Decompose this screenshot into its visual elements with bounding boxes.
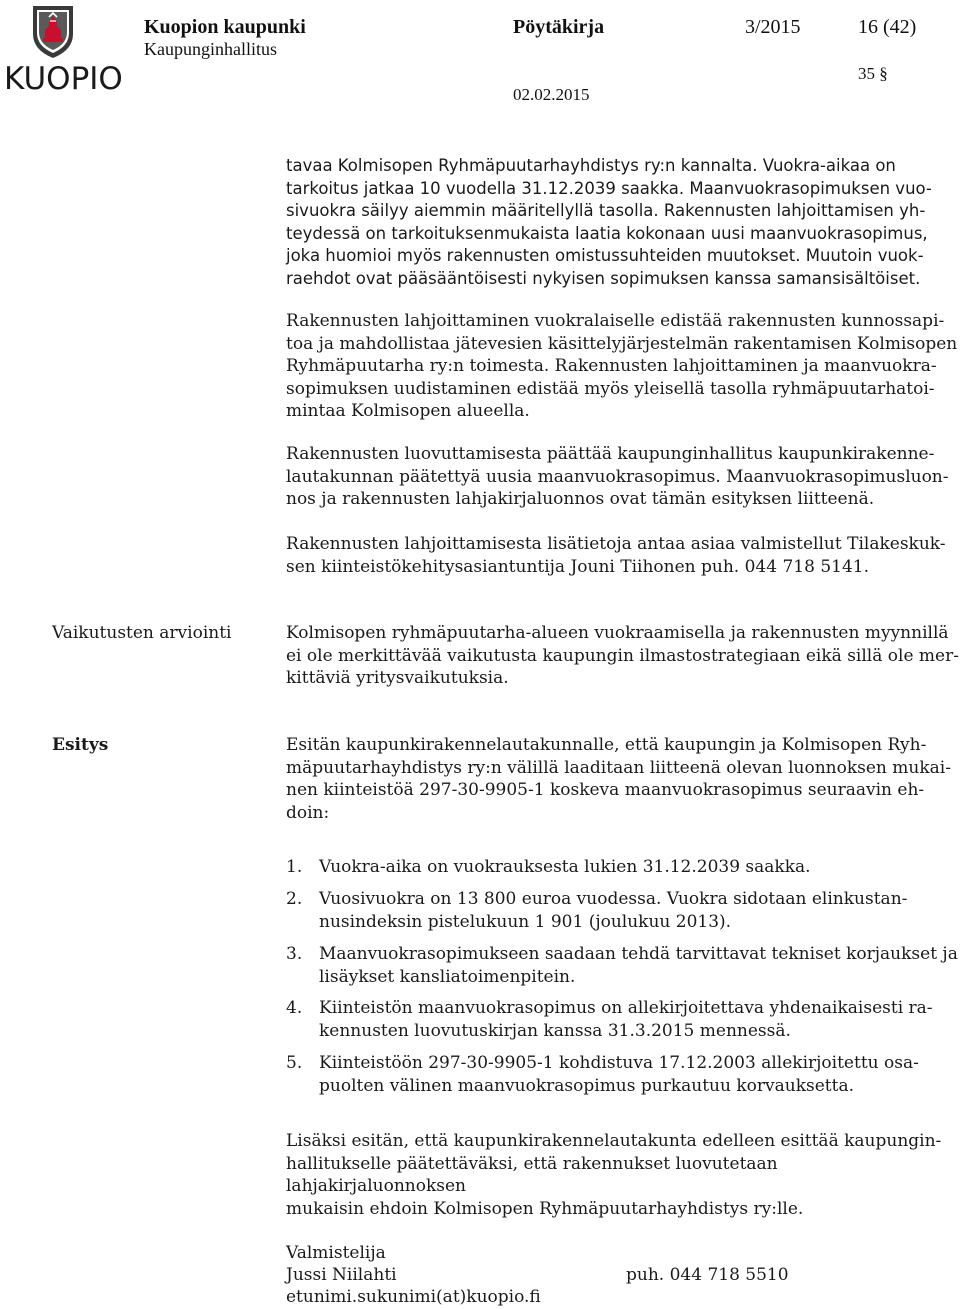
list-item-number: 2. <box>286 889 303 909</box>
text-line: Lisäksi esitän, että kaupunkirakennelautakunta edelleen esittää kaupungin- <box>286 1131 942 1151</box>
text-line: Rakennusten lahjoittaminen vuokralaiselle edistää rakennusten kunnossapi- <box>286 311 945 331</box>
impact-assessment-label: Vaikutusten arviointi <box>52 623 232 643</box>
list-item-number: 3. <box>286 944 303 964</box>
text-line: lisäykset kansliatoimenpitein. <box>319 966 576 987</box>
text-line: sen kiinteistökehitysasiantuntija Jouni Tiihonen puh. 044 718 5141. <box>286 556 869 577</box>
impact-assessment-text <box>286 622 960 690</box>
list-item-number: 1. <box>286 857 303 877</box>
kuopio-logo <box>4 4 123 97</box>
text-line: tavaa Kolmisopen Ryhmäpuutarhayhdistys ry:n kannalta. Vuokra-aikaa on <box>286 156 896 175</box>
text-line: kennusten luovutuskirjan kanssa 31.3.2015 mennessä. <box>319 1020 791 1041</box>
header-page-number: 16 (42) <box>858 16 917 38</box>
text-line: mukaisin ehdoin Kolmisopen Ryhmäpuutarhayhdistys ry:lle. <box>286 1198 804 1219</box>
preparer-email: etunimi.sukunimi(at)kuopio.fi <box>286 1287 541 1307</box>
text-line: kittäviä yritysvaikutuksia. <box>286 668 509 689</box>
text-line: Vuosivuokra on 13 800 euroa vuodessa. Vuokra sidotaan elinkustan- <box>319 889 908 909</box>
header-document-number: 3/2015 <box>745 16 801 38</box>
preparer-phone: puh. 044 718 5510 <box>626 1265 789 1285</box>
proposal-closing <box>286 1130 960 1220</box>
preparer-role: Valmistelija <box>286 1243 386 1263</box>
header-document-type: Pöytäkirja <box>513 16 605 38</box>
preparer-name: Jussi Niilahti <box>286 1265 397 1285</box>
proposal-intro <box>286 734 960 824</box>
header-organization: Kuopion kaupunki <box>144 16 306 38</box>
text-line: teydessä on tarkoituksenmukaista laatia kokonaan uusi maanvuokrasopimus, <box>286 223 928 243</box>
proposal-label: Esitys <box>52 735 109 755</box>
header-body: Kaupunginhallitus <box>144 39 277 59</box>
coat-of-arms-icon <box>30 4 76 60</box>
text-line: mäpuutarhayhdistys ry:n välillä laaditaan liitteenä olevan luonnoksen mukai- <box>286 757 951 778</box>
text-line: Rakennusten luovuttamisesta päättää kaupunginhallitus kaupunkirakenne- <box>286 444 935 464</box>
list-item-number: 5. <box>286 1053 303 1073</box>
paragraph-decision-authority <box>286 443 960 511</box>
text-line: hallitukselle päätettäväksi, että rakennukset luovutetaan lahjakirjaluonnoksen <box>286 1153 778 1197</box>
text-line: raehdot ovat pääsääntöisesti nykyisen sopimuksen kanssa samansisältöiset. <box>286 268 921 288</box>
text-line: nusindeksin pistelukuun 1 901 (joulukuu 2013). <box>319 911 732 932</box>
text-line: lautakunnan päätettyä uusia maanvuokrasopimus. Maanvuokrasopimusluon- <box>286 466 949 487</box>
text-line: sopimuksen uudistaminen edistää myös yleisellä tasolla ryhmäpuutarhatoi- <box>286 378 935 399</box>
text-line: Kolmisopen ryhmäpuutarha-alueen vuokraamisella ja rakennusten myynnillä <box>286 623 949 643</box>
paragraph-contact-info <box>286 533 960 578</box>
text-line: Ryhmäpuutarha ry:n toimesta. Rakennusten lahjoittaminen ja maanvuokra- <box>286 356 937 377</box>
list-item-number: 4. <box>286 998 303 1018</box>
text-line: Maanvuokrasopimukseen saadaan tehdä tarvittavat tekniset korjaukset ja <box>319 944 958 964</box>
text-line: toa ja mahdollistaa jätevesien käsittelyjärjestelmän rakentamisen Kolmisopen <box>286 333 958 354</box>
header-date: 02.02.2015 <box>513 85 590 104</box>
text-line: Kiinteistöön 297-30-9905-1 kohdistuva 17.12.2003 allekirjoitettu osa- <box>319 1053 919 1073</box>
text-line: Vuokra-aika on vuokrauksesta lukien 31.12.2039 saakka. <box>319 857 811 877</box>
text-line: nos ja rakennusten lahjakirjaluonnos ovat tämän esityksen liitteenä. <box>286 489 875 510</box>
text-line: nen kiinteistöä 297-30-9905-1 koskeva maanvuokrasopimus seuraavin eh- <box>286 780 925 801</box>
text-line: mintaa Kolmisopen alueella. <box>286 401 530 422</box>
text-line: Kiinteistön maanvuokrasopimus on allekirjoitettava yhdenaikaisesti ra- <box>319 998 933 1018</box>
text-line: puolten välinen maanvuokrasopimus purkautuu korvauksetta. <box>319 1075 855 1096</box>
text-line: ei ole merkittävää vaikutusta kaupungin ilmastostrategiaan eikä sillä ole mer- <box>286 645 959 666</box>
text-line: tarkoitus jatkaa 10 vuodella 31.12.2039 saakka. Maanvuokrasopimuksen vuo- <box>286 178 932 198</box>
logo-wordmark: KUOPIO <box>4 61 123 97</box>
paragraph-lease-terms <box>286 155 960 291</box>
text-line: joka huomioi myös rakennusten omistussuhteiden muutokset. Muutoin vuok- <box>286 246 924 266</box>
text-line: sivuokra säilyy aiemmin määritellyllä tasolla. Rakennusten lahjoittamisen yh- <box>286 201 926 221</box>
paragraph-donation-benefits <box>286 310 960 423</box>
text-line: Esitän kaupunkirakennelautakunnalle, että kaupungin ja Kolmisopen Ryh- <box>286 735 927 755</box>
text-line: Rakennusten lahjoittamisesta lisätietoja antaa asiaa valmistellut Tilakeskuk- <box>286 534 946 554</box>
header-section: 35 § <box>858 64 888 83</box>
text-line: doin: <box>286 802 330 823</box>
